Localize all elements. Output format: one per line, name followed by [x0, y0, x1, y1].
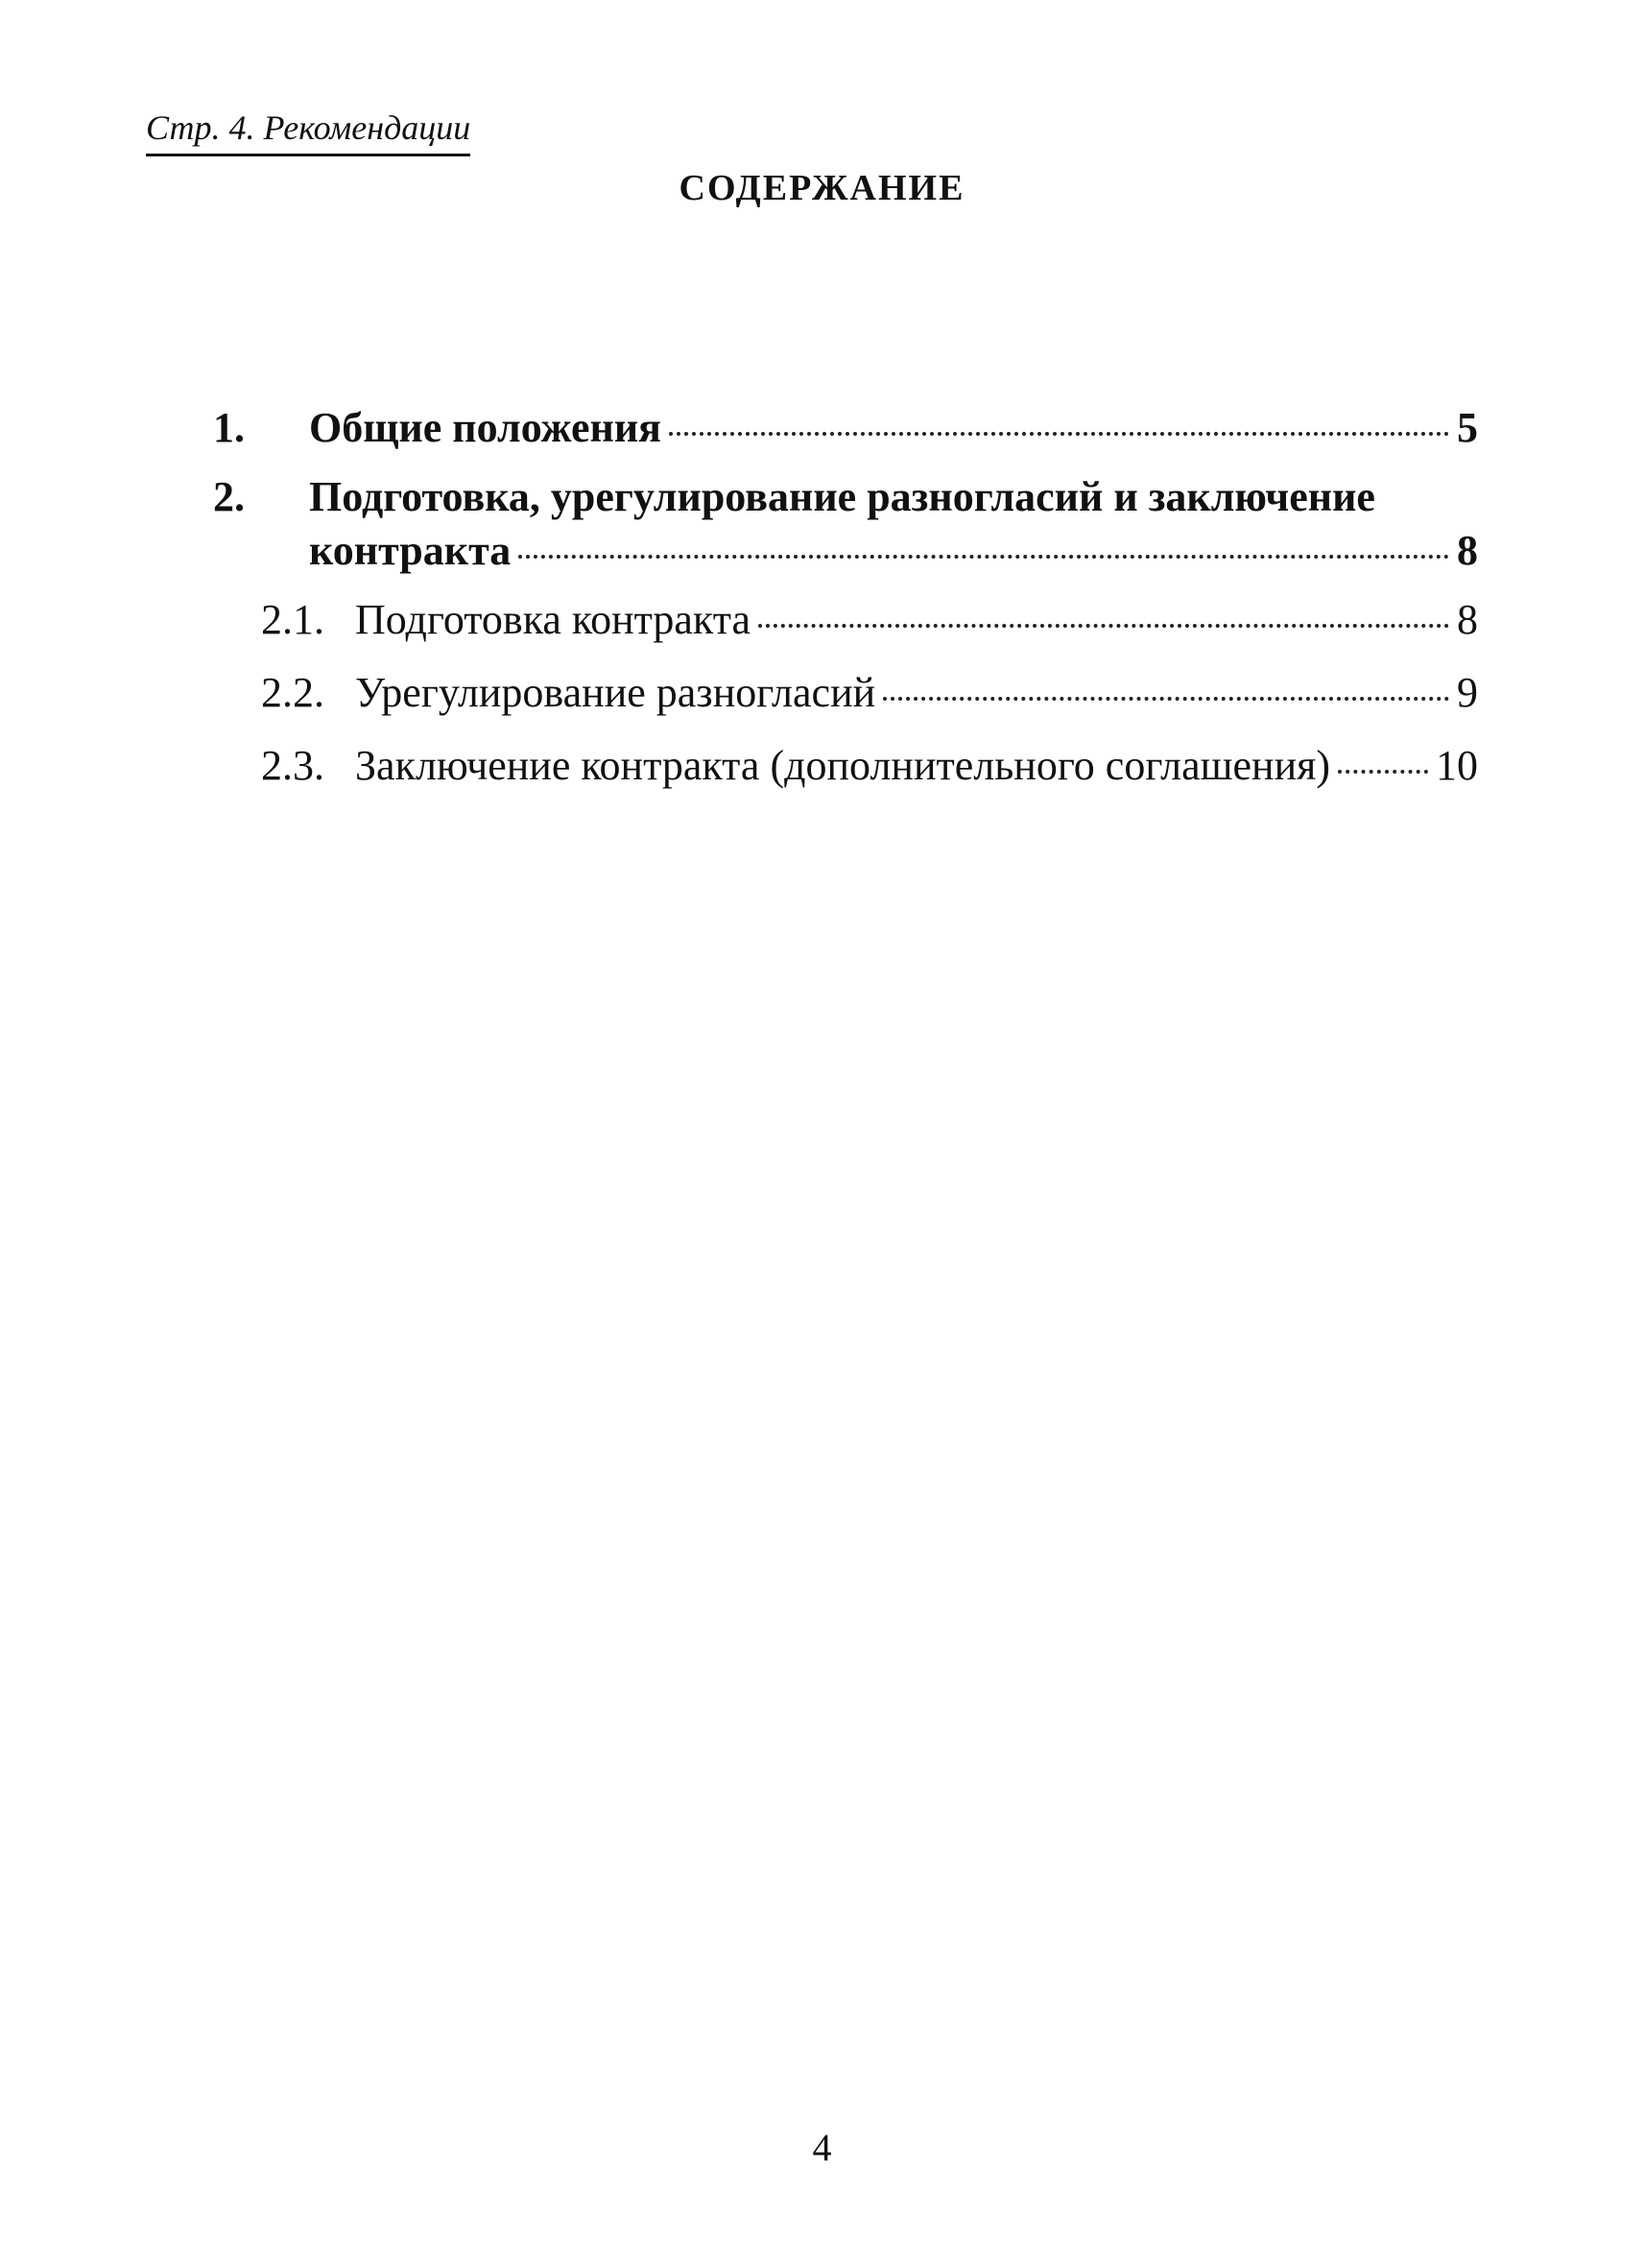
toc-entry-number: 2.	[213, 473, 245, 520]
running-head: Стр. 4. Рекомендации	[146, 107, 470, 156]
toc-entry-2[interactable]	[213, 470, 1478, 578]
page-number: 4	[812, 2126, 832, 2169]
toc-entry-text: Урегулирование разногласий	[355, 669, 876, 716]
toc-entry-text-line2: контракта	[309, 527, 512, 574]
toc-entry-page: 9	[1457, 669, 1478, 716]
toc-entry-page: 5	[1457, 404, 1478, 451]
toc-entry-number: 2.3.	[261, 742, 324, 789]
toc-entry-number: 1.	[213, 404, 245, 451]
toc-entry-2-2[interactable]	[261, 666, 1478, 720]
toc-entry-page: 10	[1436, 742, 1478, 789]
toc-entry-2-3[interactable]	[261, 739, 1478, 793]
table-of-contents	[213, 401, 1478, 812]
dot-leader	[1338, 770, 1428, 774]
toc-entry-text: Общие положения	[309, 404, 661, 451]
toc-entry-text: Заключение контракта (дополнительного соглашения)	[355, 742, 1331, 789]
dot-leader	[758, 624, 1449, 628]
toc-entry-1[interactable]	[213, 401, 1478, 455]
dot-leader	[518, 555, 1449, 559]
toc-entry-number: 2.1.	[261, 596, 324, 643]
dot-leader	[669, 432, 1449, 436]
dot-leader	[883, 697, 1449, 701]
toc-entry-2-1[interactable]	[261, 593, 1478, 647]
toc-entry-page: 8	[1457, 596, 1478, 643]
toc-entry-text-line1: Подготовка, урегулирование разногласий и заключение	[309, 473, 1375, 520]
toc-entry-page: 8	[1457, 527, 1478, 574]
toc-entry-text: Подготовка контракта	[355, 596, 751, 643]
toc-entry-number: 2.2.	[261, 669, 324, 716]
toc-title: СОДЕРЖАНИЕ	[679, 168, 965, 208]
